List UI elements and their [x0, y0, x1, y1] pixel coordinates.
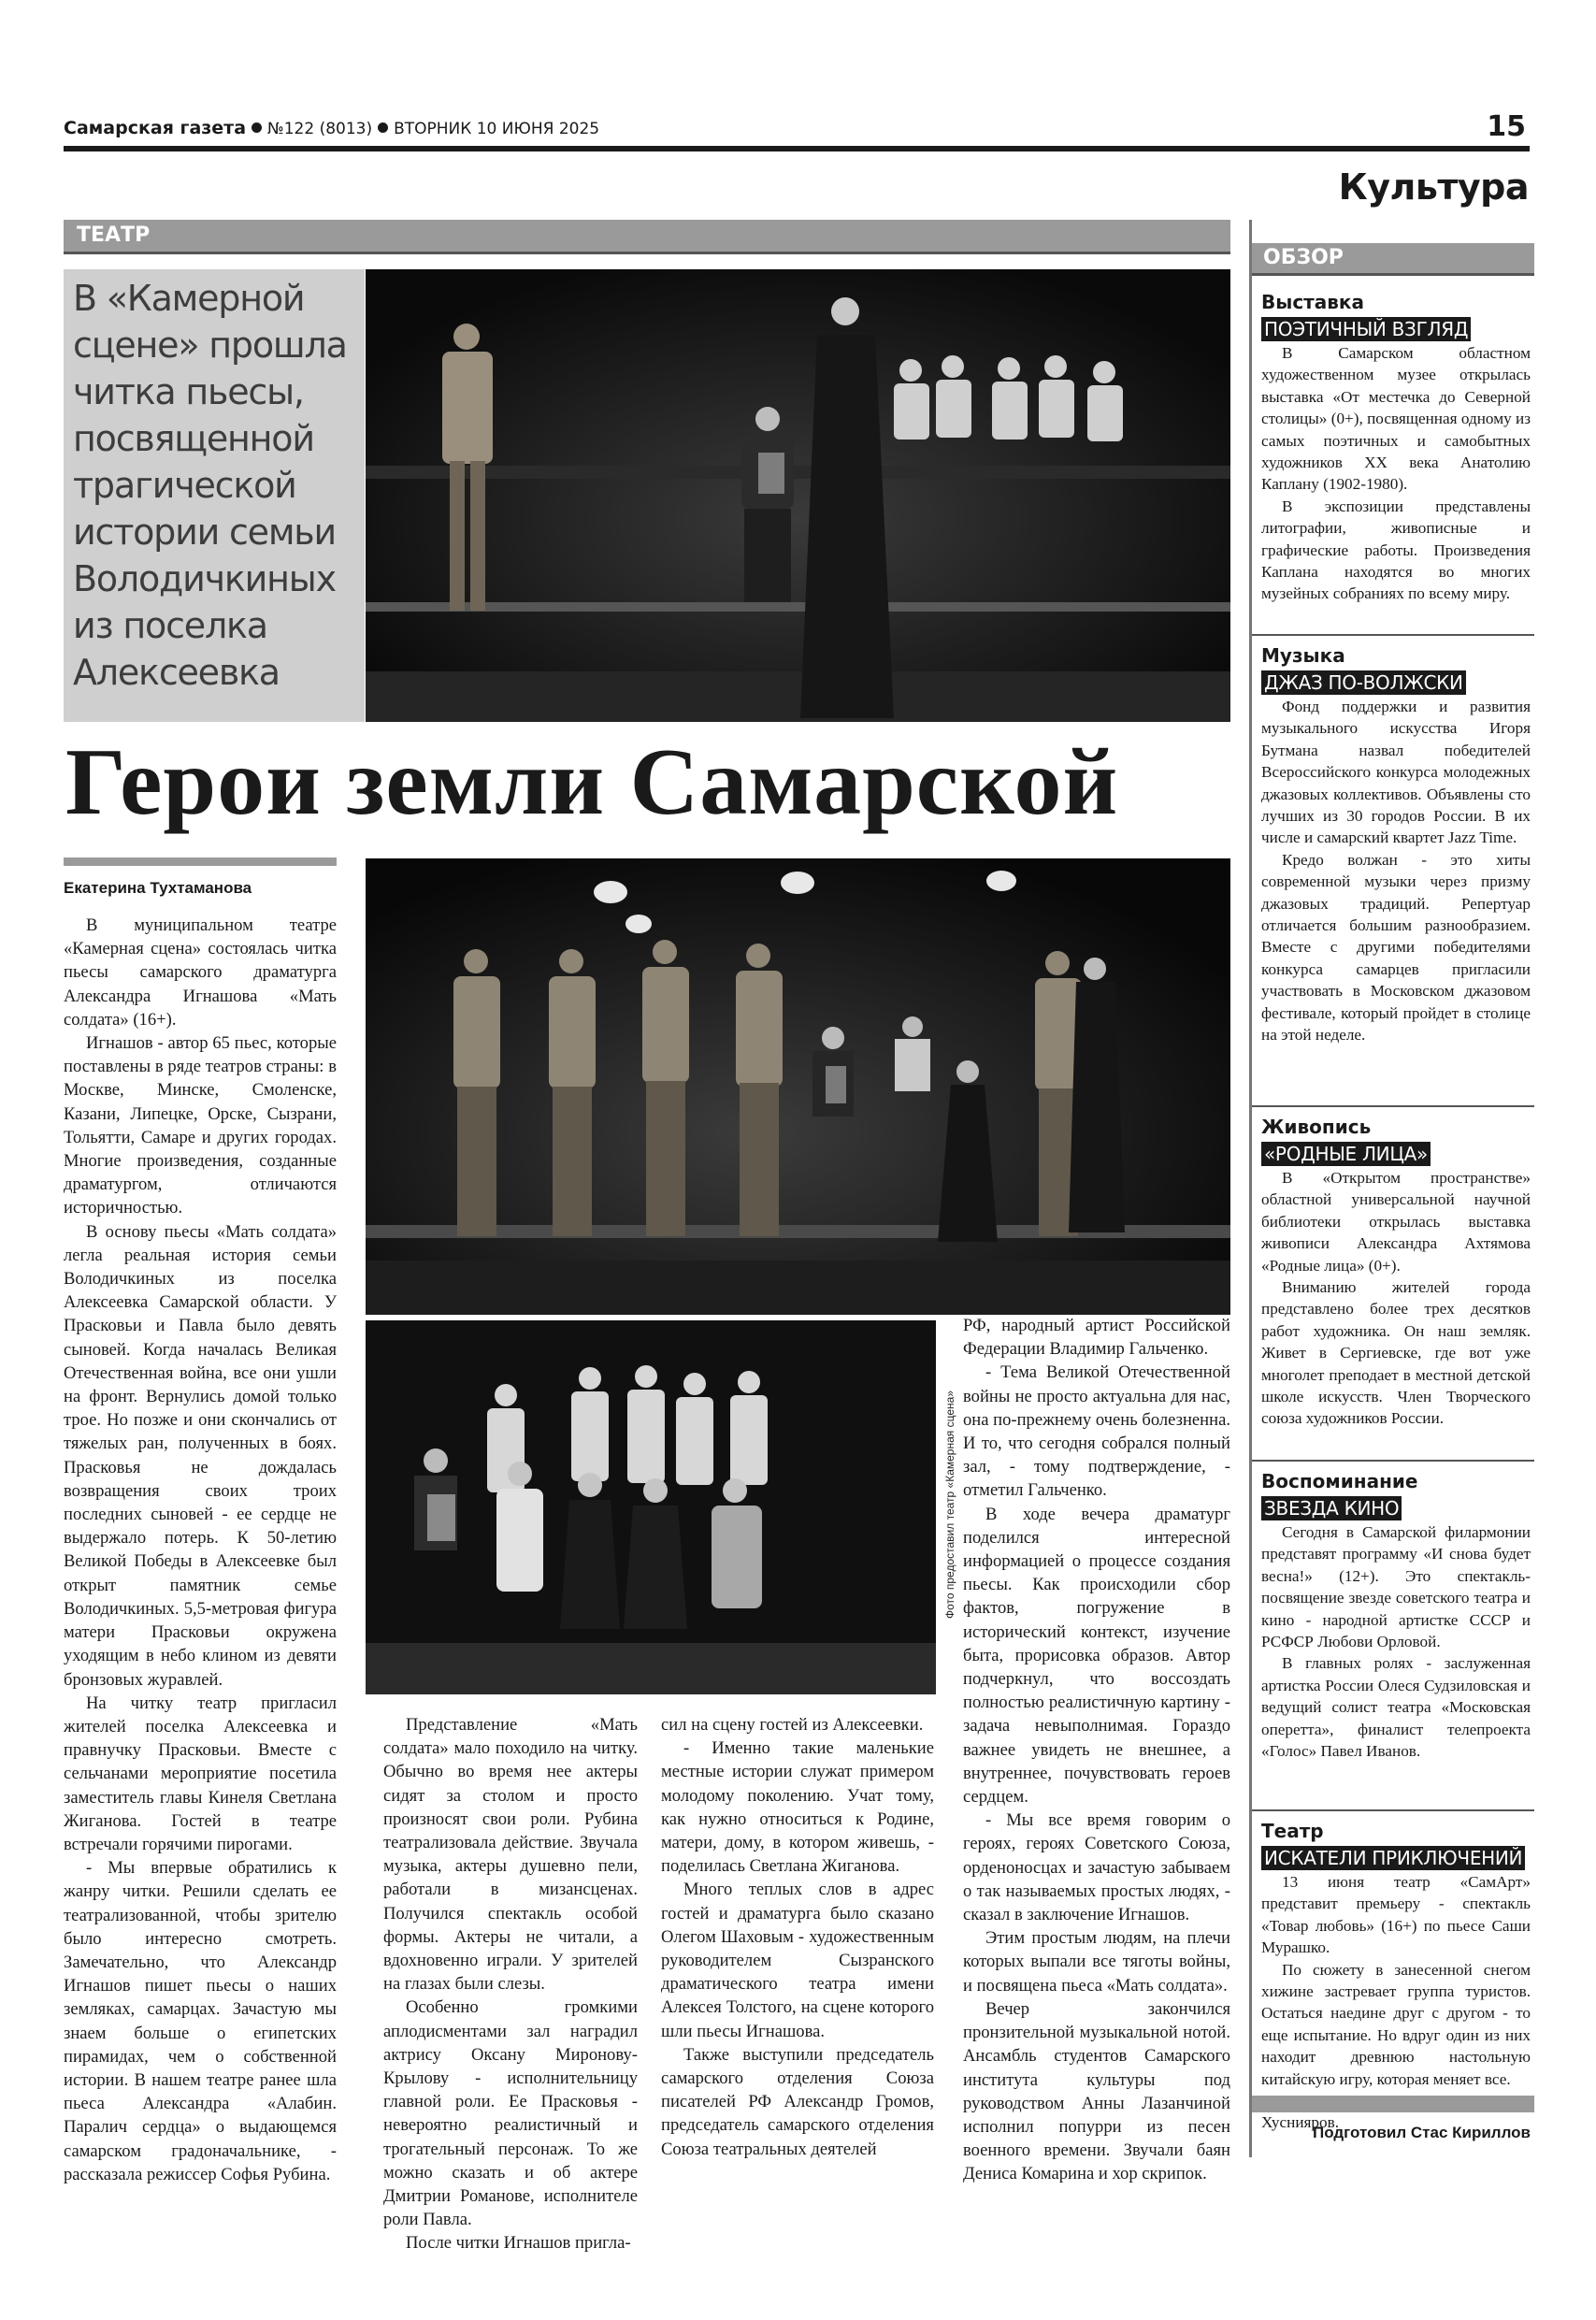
sidebar-category: Музыка [1261, 644, 1345, 667]
sidebar-category: Театр [1261, 1820, 1324, 1842]
sidebar-divider [1252, 1460, 1534, 1462]
sidebar-divider [1252, 634, 1534, 636]
headline: Герои земли Самарской [65, 729, 1119, 835]
lead-box [64, 269, 365, 722]
paragraph: Игнашов - автор 65 пьес, которые поставлены в ряде театров страны: в Москве, Минске, Смоленске, Казани, Липецке, Орске, Сызрани, Тольятти, Самаре и других городах. Многие произведения, созданные драматургом, отличаются историчностью. [64, 1033, 337, 1218]
sidebar-item-painting [1261, 1114, 1531, 1430]
article-column-1 [64, 914, 337, 2186]
sidebar-category: Выставка [1261, 291, 1364, 313]
paragraph: В главных ролях - заслуженная артистка России Олеся Судзиловская и ведущий солист театра «Московская оперетта», финалист телепроекта «Голос» Павел Иванов. [1261, 1654, 1531, 1761]
paragraph: В Самарском областном художественном музее открылась выставка «От местечка до Северной столицы» (0+), посвященная одному из самых поэтичных и самобытных художников XX века Анатолию Каплану (1902-1980). [1261, 344, 1531, 494]
rubric-label: ТЕАТР [77, 223, 151, 247]
paragraph: Кредо волжан - это хиты современной музыки через призму джазовых традиций. Репертуар отличается большим разнообразием. Вместе с другими победителями конкурса самарцев пригласили участвовать в Московском джазовом фестивале, который пройдет в столице на этой неделе. [1261, 850, 1531, 1045]
sidebar-divider [1252, 1105, 1534, 1107]
stage-photo-middle [366, 858, 1230, 1315]
paragraph: РФ, народный артист Российской Федерации Владимир Гальченко. [963, 1316, 1230, 1360]
sidebar-item-exhibition [1261, 289, 1531, 605]
sidebar-text [1261, 1521, 1531, 1762]
byline: Екатерина Тухтаманова [64, 879, 252, 897]
paragraph: Вечер закончился пронзительной музыкальной нотой. Ансамбль студентов Самарского института культуры под руководством Анны Лазанчиной исполнил попурри из песен военного времени. Звучали баян Дениса Комарина и хор скрипок. [963, 1998, 1230, 2184]
article-column-4 [963, 1314, 1230, 2186]
bullet-icon [252, 122, 262, 133]
paper-name: Самарская газета [64, 118, 247, 138]
sidebar-text [1261, 696, 1531, 1046]
sidebar-divider [1252, 1809, 1534, 1811]
paragraph: - Тема Великой Отечественной войны не просто актуальна для нас, она по-прежнему очень болезненна. И то, что сегодня собрался полный зал, - тому подтверждение, - отметил Гальченко. [963, 1362, 1230, 1501]
paragraph: В «Открытом пространстве» областной универсальной научной библиотеки открылась выставка живописи Александра Ахтямова «Родные лица» (0+). [1261, 1169, 1531, 1275]
sidebar-title: «РОДНЫЕ ЛИЦА» [1261, 1142, 1431, 1166]
rubric-band [64, 220, 1230, 254]
sidebar-title: ЗВЕЗДА КИНО [1261, 1496, 1402, 1520]
sidebar-item-memory [1261, 1468, 1531, 1762]
article-column-3 [661, 1713, 934, 2161]
sidebar-footer-bar [1252, 2096, 1534, 2112]
paragraph: В муниципальном театре «Камерная сцена» состоялась читка пьесы самарского драматурга Александра Игнашова «Мать солдата» (16+). [64, 915, 337, 1030]
sidebar-category: Живопись [1261, 1116, 1372, 1138]
paragraph: В экспозиции представлены литографии, живописные и графические работы. Произведения Каплана находятся во многих музейных собраниях по всему миру. [1261, 497, 1531, 603]
paragraph: - Именно такие маленькие местные истории служат примером молодому поколению. Учат тому, как нужно относиться к Родине, матери, дому, в котором живешь, - поделилась Светлана Жиганова. [661, 1738, 934, 1877]
paragraph: сил на сцену гостей из Алексеевки. [661, 1715, 924, 1735]
sidebar-item-music [1261, 642, 1531, 1046]
paragraph: Особенно громкими аплодисментами зал наградил актрису Оксану Миронову-Крылову - исполнительницу главной роли. Ее Прасковья - невероятно реалистичный и трогательный персонаж. То же можно сказать и об актере Дмитрии Романове, исполнителе роли Павла. [383, 1997, 638, 2230]
sidebar-title: ИСКАТЕЛИ ПРИКЛЮЧЕНИЙ [1261, 1846, 1525, 1870]
paragraph: - Мы все время говорим о героях, героях Советского Союза, орденоносцах и зачастую забываем о так называемых простых людях, - сказал в заключение Игнашов. [963, 1810, 1230, 1925]
paragraph: Фонд поддержки и развития музыкального искусства Игоря Бутмана назвал победителей Всероссийского конкурса молодежных джазовых коллективов. Объявлены сто лучших из 30 городов России. В их числе и самарский квартет Jazz Time. [1261, 698, 1531, 847]
issue-number: №122 (8013) [267, 120, 373, 138]
stage-photo-top [366, 269, 1230, 722]
paragraph: Много теплых слов в адрес гостей и драматурга было сказано Олегом Шаховым - художественным руководителем Сызранского драматического театра имени Алексея Толстого, на сцене которого шли пьесы Игнашова. [661, 1880, 934, 2041]
sidebar-review [1249, 220, 1534, 2157]
lead-text: В «Камерной сцене» прошла читка пьесы, посвященной трагической истории семьи Володичкиных из поселка Алексеевка [73, 278, 347, 693]
paragraph: - Мы впервые обратились к жанру читки. Решили сделать ее театрализованной, чтобы зрителю было интересно смотреть. Замечательно, что Александр Игнашов пишет пьесы о наших земляках, самарцах. Зачастую мы знаем больше о египетских пирамидах, чем о собственной истории. В нашем театре ранее шла пьеса Александра «Алабин. Паралич сердца» о выдающемся самарском градоначальнике, - рассказала режиссер Софья Рубина. [64, 1858, 337, 2184]
sidebar-header-label: ОБЗОР [1263, 246, 1344, 269]
sidebar-title: ПОЭТИЧНЫЙ ВЗГЛЯД [1261, 317, 1471, 341]
paragraph: На читку театр пригласил жителей поселка Алексеевка и правнучку Прасковьи. Вместе с сельчанами мероприятие посетила заместитель главы Кинеля Светлана Жиганова. Гостей в театре встречали горячими пирогами. [64, 1693, 337, 1854]
paragraph: Сегодня в Самарской филармонии представят программу «И снова будет весна!» (12+). Это спектакль-посвящение звезде советского театра и кино - народной артистке СССР и РСФСР Любови Орловой. [1261, 1523, 1531, 1651]
sidebar-text [1261, 342, 1531, 605]
paragraph: В основу пьесы «Мать солдата» легла реальная история семьи Володичкиных из поселка Алексеевка Самарской области. У Прасковьи и Павла было девять сыновей. Когда началась Великая Отечественная война, все они ушли на фронт. Вернулись домой только трое. Но позже и они скончались от тяжелых ран, полученных в боях. Прасковья не дождалась возвращения своих троих последних сыновей - ее сердце не выдержало потерь. К 50-летию Великой Победы в Алексеевке был открыт памятник семье Володичкиных. 5,5-метровая фигура матери Прасковьи окружена уходящим в небо клином из девяти бронзовых журавлей. [64, 1221, 337, 1690]
paragraph: По сюжету в занесенной снегом хижине застревает группа туристов. Остаться наедине друг с другом - то еще испытание. Но вдруг один из них находит древнюю настольную китайскую игру, которая меняет все. [1261, 1960, 1531, 2088]
masthead-info [64, 118, 599, 138]
sidebar-text [1261, 1167, 1531, 1430]
bullet-icon [378, 122, 388, 133]
paragraph: После читки Игнашов пригла- [406, 2233, 631, 2254]
masthead [64, 110, 1530, 148]
issue-date: ВТОРНИК 10 ИЮНЯ 2025 [394, 120, 600, 138]
section-title: Культура [1338, 166, 1529, 208]
sidebar-text [1261, 1871, 1531, 2134]
cast-photo [366, 1320, 936, 1694]
sidebar-item-theater [1261, 1818, 1531, 2134]
page-number: 15 [1487, 110, 1526, 143]
paragraph: 13 июня театр «СамАрт» представит премьеру - спектакль «Товар любовь» (16+) по пьесе Саши Мурашко. [1261, 1873, 1531, 1957]
paragraph: Вниманию жителей города представлено более трех десятков работ художника. Он наш земляк. Живет в Сергиевске, где вот уже многолет преподает в местной детской школе искусств. Член Творческого союза художников России. [1261, 1278, 1531, 1428]
paragraph: Хуснияров. [1261, 2113, 1340, 2132]
paragraph: Этим простым людям, на плечи которых выпали все тяготы войны, и посвящена пьеса «Мать солдата». [963, 1928, 1230, 1996]
article-column-2 [383, 1713, 638, 2255]
sidebar-credit: Подготовил Стас Кириллов [1312, 2124, 1531, 2141]
byline-rule [64, 857, 337, 866]
masthead-rule [64, 146, 1530, 151]
sidebar-title: ДЖАЗ ПО-ВОЛЖСКИ [1261, 670, 1466, 695]
sidebar-header [1252, 243, 1534, 276]
photo-credit-text: Фото предоставил театр «Камерная сцена» [943, 1391, 956, 1620]
photo-credit [941, 1320, 959, 1694]
sidebar-category: Воспоминание [1261, 1470, 1418, 1492]
paragraph: Представление «Мать солдата» мало походило на читку. Обычно во время нее актеры сидят за столом и просто произносят свои роли. Рубина театрализовала действие. Звучала музыка, актеры душевно пели, работали в мизансценах. Получился спектакль особой формы. Актеры не читали, а вдохновенно играли. У зрителей на глазах были слезы. [383, 1715, 638, 1995]
paragraph: В ходе вечера драматург поделился интересной информацией о процессе создания пьесы. Как происходили сбор фактов, погружение в исторический контекст, изучение быта, прорисовка образов. Автор подчеркнул, что воссоздать полностью реалистичную картину - задача невыполнимая. Гораздо важнее увидеть не внешнее, а внутреннее, почувствовать героев сердцем. [963, 1504, 1230, 1808]
paragraph: Также выступили председатель самарского отделения Союза писателей РФ Александр Громов, председатель самарского отделения Союза театральных деятелей [661, 2044, 934, 2159]
